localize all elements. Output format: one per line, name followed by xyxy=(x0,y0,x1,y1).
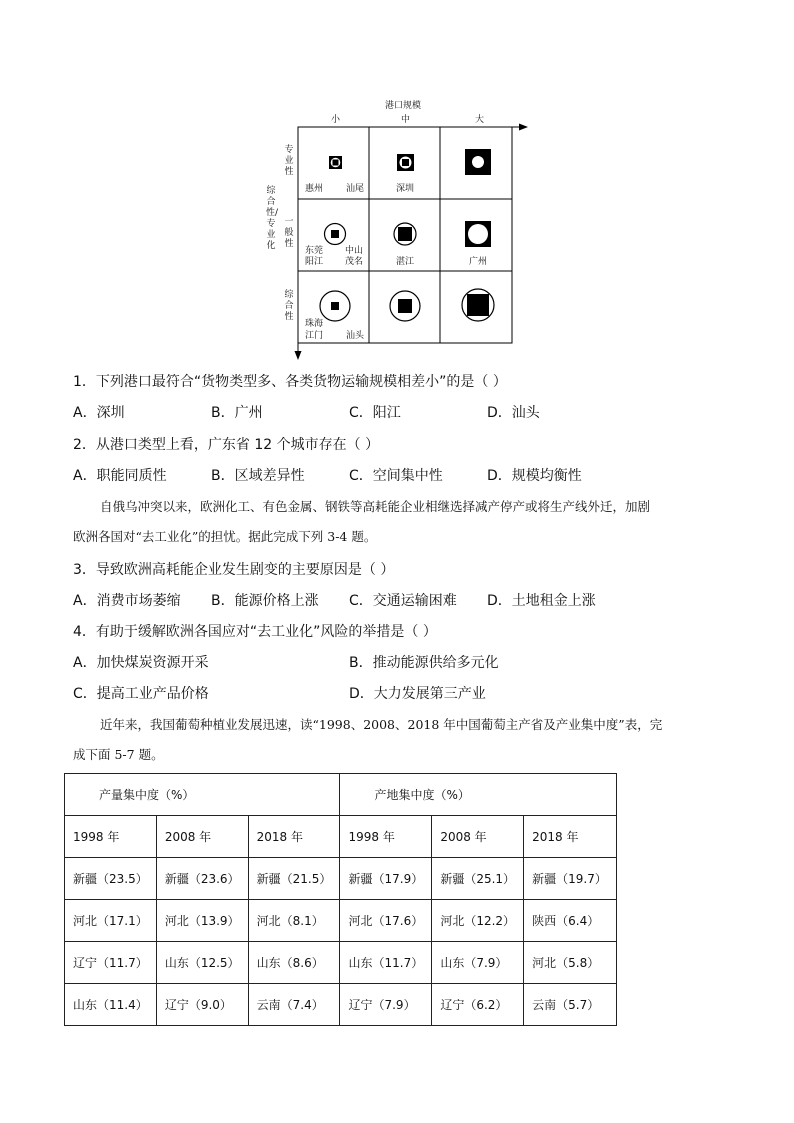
question-stem xyxy=(73,563,394,577)
city-label: 珠海 xyxy=(305,319,324,329)
port-symbol-zhuhai-jiangmen-shantou xyxy=(320,291,350,321)
question-text: 从港口类型上看，广东省 12 个城市存在（ ） xyxy=(95,437,380,453)
size-label-medium: 中 xyxy=(401,115,411,125)
city-label: 汕尾 xyxy=(346,184,365,194)
question-number: 4． xyxy=(73,624,96,640)
option-d[interactable]: D．土地租金上涨 xyxy=(487,593,596,609)
option-b[interactable]: B．推动能源供给多元化 xyxy=(349,655,499,671)
x-axis-arrow xyxy=(519,124,528,131)
table-cell: 山东（8.6） xyxy=(248,942,340,984)
year-header: 2008 年 xyxy=(432,816,524,858)
top-axis-title: 港口规模 xyxy=(385,101,422,111)
table-cell: 辽宁（11.7） xyxy=(65,942,157,984)
question-number: 3． xyxy=(73,562,96,578)
question-stem xyxy=(73,375,507,389)
question-text: 有助于缓解欧洲各国应对“去工业化”风险的举措是（ ） xyxy=(95,624,437,640)
option-c[interactable]: C．阳江 xyxy=(349,405,401,421)
option-b[interactable]: B．广州 xyxy=(211,405,263,421)
table-cell: 河北（17.1） xyxy=(65,900,157,942)
question-text: 导致欧洲高耗能企业发生剧变的主要原因是（ ） xyxy=(95,562,395,578)
option-c[interactable]: C．提高工业产品价格 xyxy=(73,686,209,702)
option-a[interactable]: A．职能同质性 xyxy=(73,468,167,484)
port-symbol-shenzhen xyxy=(397,154,414,171)
option-d[interactable]: D．大力发展第三产业 xyxy=(349,686,486,702)
question-number: 1． xyxy=(73,374,96,390)
row-label-comprehensive: 综合性 xyxy=(284,290,294,322)
port-symbol-zhanjiang xyxy=(394,223,416,245)
table-cell: 辽宁（7.9） xyxy=(340,984,432,1026)
table-cell: 云南（5.7） xyxy=(524,984,617,1026)
city-label: 广州 xyxy=(469,257,488,267)
option-c[interactable]: C．交通运输困难 xyxy=(349,593,457,609)
table-row xyxy=(65,900,617,942)
option-a[interactable]: A．加快煤炭资源开采 xyxy=(73,655,209,671)
passage-line: 欧洲各国对“去工业化”的担忧。据此完成下列 3-4 题。 xyxy=(73,529,377,544)
table-row xyxy=(65,858,617,900)
table-group-header-row xyxy=(65,774,617,816)
option-d[interactable]: D．汕头 xyxy=(487,405,540,421)
port-symbol-dongguan-zhongshan xyxy=(325,224,346,245)
table-cell: 河北（17.6） xyxy=(340,900,432,942)
city-label: 湛江 xyxy=(396,257,415,267)
table-cell: 河北（8.1） xyxy=(248,900,340,942)
table-cell: 河北（5.8） xyxy=(524,942,617,984)
table-cell: 河北（12.2） xyxy=(432,900,524,942)
table-cell: 山东（7.9） xyxy=(432,942,524,984)
table-cell: 新疆（23.6） xyxy=(156,858,248,900)
table-cell: 新疆（25.1） xyxy=(432,858,524,900)
year-header: 1998 年 xyxy=(340,816,432,858)
row-label-general: 一般性 xyxy=(284,217,294,249)
option-a[interactable]: A．消费市场萎缩 xyxy=(73,593,181,609)
city-label: 茂名 xyxy=(345,257,364,267)
city-label: 深圳 xyxy=(396,184,415,194)
size-label-small: 小 xyxy=(331,115,341,125)
table-cell: 河北（13.9） xyxy=(156,900,248,942)
table-cell: 山东（12.5） xyxy=(156,942,248,984)
group-header-area: 产地集中度（%） xyxy=(340,774,617,816)
table-cell: 新疆（23.5） xyxy=(65,858,157,900)
option-c[interactable]: C．空间集中性 xyxy=(349,468,443,484)
port-symbol-row1-large xyxy=(465,149,491,175)
row-label-specialized: 专业性 xyxy=(284,145,294,177)
year-header: 2018 年 xyxy=(524,816,617,858)
port-symbol-row3-medium xyxy=(390,291,420,321)
port-symbol-guangzhou xyxy=(465,221,491,247)
table-year-row xyxy=(65,816,617,858)
city-label: 江门 xyxy=(305,331,324,341)
option-a[interactable]: A．深圳 xyxy=(73,405,125,421)
option-d[interactable]: D．规模均衡性 xyxy=(487,468,582,484)
table-cell: 辽宁（9.0） xyxy=(156,984,248,1026)
size-label-large: 大 xyxy=(475,115,485,125)
table-cell: 山东（11.4） xyxy=(65,984,157,1026)
question-stem xyxy=(73,625,437,639)
table-cell: 新疆（17.9） xyxy=(340,858,432,900)
left-axis-title: 综合性/专业化 xyxy=(266,186,279,251)
year-header: 1998 年 xyxy=(65,816,157,858)
city-label: 惠州 xyxy=(305,184,324,194)
grape-concentration-table xyxy=(64,773,617,1026)
port-symbol-huizhou-shanwei xyxy=(329,156,342,169)
option-b[interactable]: B．能源价格上涨 xyxy=(211,593,319,609)
table-cell: 新疆（21.5） xyxy=(248,858,340,900)
year-header: 2018 年 xyxy=(248,816,340,858)
y-axis-arrow xyxy=(295,351,302,360)
table-cell: 辽宁（6.2） xyxy=(432,984,524,1026)
question-text: 下列港口最符合“货物类型多、各类货物运输规模相差小”的是（ ） xyxy=(95,374,507,390)
option-b[interactable]: B．区域差异性 xyxy=(211,468,305,484)
question-stem xyxy=(73,438,379,452)
table-cell: 云南（7.4） xyxy=(248,984,340,1026)
group-header-output: 产量集中度（%） xyxy=(65,774,340,816)
port-symbol-row3-large xyxy=(462,289,494,321)
year-header: 2008 年 xyxy=(156,816,248,858)
city-label: 中山 xyxy=(345,246,364,256)
table-cell: 陕西（6.4） xyxy=(524,900,617,942)
passage-line: 自俄乌冲突以来，欧洲化工、有色金属、钢铁等高耗能企业相继选择减产停产或将生产线外迁，加剧 xyxy=(100,499,651,514)
table-row xyxy=(65,984,617,1026)
table-cell: 新疆（19.7） xyxy=(524,858,617,900)
passage-line: 近年来，我国葡萄种植业发展迅速，读“1998、2008、2018 年中国葡萄主产省及产业集中度”表，完 xyxy=(100,717,663,732)
passage-line: 成下面 5-7 题。 xyxy=(73,747,164,762)
city-label: 阳江 xyxy=(305,257,324,267)
city-label: 汕头 xyxy=(346,331,365,341)
question-number: 2． xyxy=(73,437,96,453)
table-cell: 山东（11.7） xyxy=(340,942,432,984)
city-label: 东莞 xyxy=(305,246,324,256)
table-row xyxy=(65,942,617,984)
